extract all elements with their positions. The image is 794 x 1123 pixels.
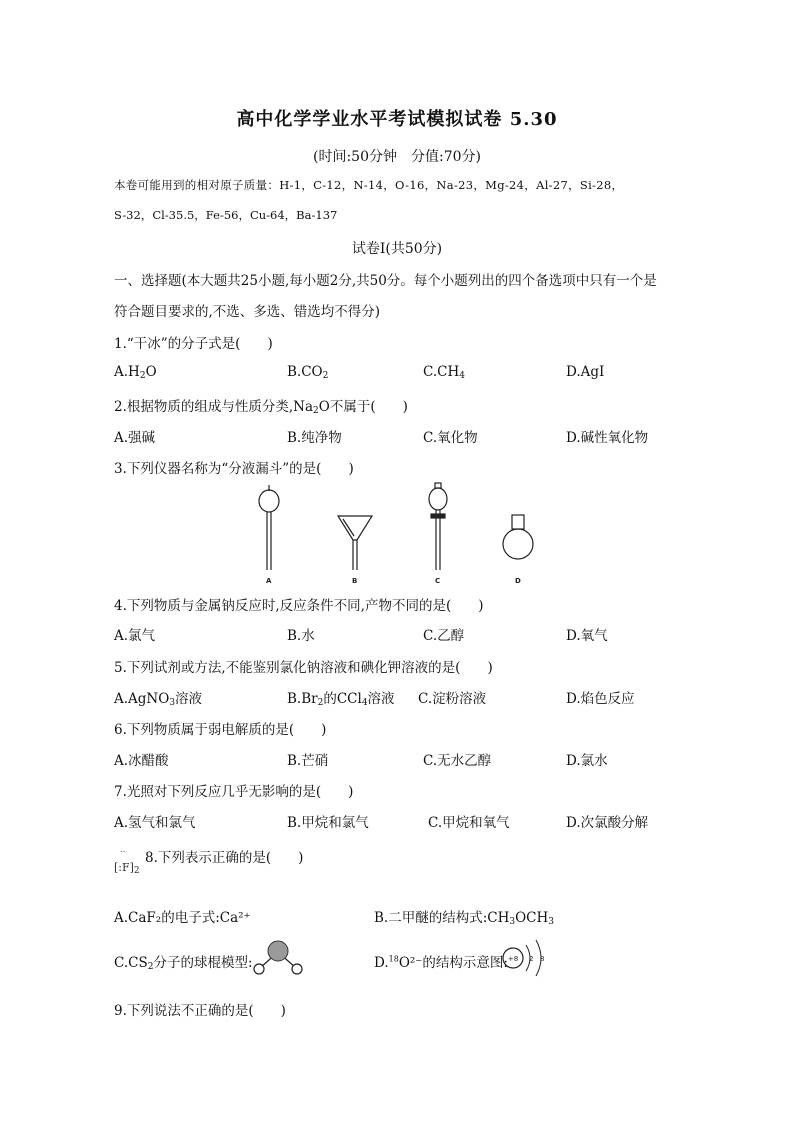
q7-option-c: C.甲烷和氧气 bbox=[428, 815, 510, 831]
carbon-atom-icon bbox=[268, 941, 288, 961]
q7-stem: 7.光照对下列反应几乎无影响的是( ) bbox=[114, 784, 354, 800]
oxygen-ion-structure-diagram bbox=[500, 936, 552, 980]
q2-option-d: D.碱性氧化物 bbox=[566, 430, 649, 446]
q6-stem: 6.下列物质属于弱电解质的是( ) bbox=[114, 722, 327, 738]
q4-option-a: A.氯气 bbox=[114, 628, 156, 644]
q4-stem: 4.下列物质与金属钠反应时,反应条件不同,产物不同的是( ) bbox=[114, 598, 484, 614]
q1-option-b: $B.CO_2$ bbox=[287, 364, 329, 381]
q4-option-b: B.水 bbox=[287, 628, 315, 644]
apparatus-label-c: C bbox=[435, 577, 441, 585]
q8-option-d: D.$^{18}$O²⁻的结构示意图: bbox=[374, 954, 508, 971]
q8-option-a: A.CaF₂的电子式:Ca²⁺ bbox=[114, 910, 251, 926]
q1-option-a: $A.H_2O$ bbox=[114, 364, 157, 381]
q4-option-c: C.乙醇 bbox=[423, 628, 465, 644]
q5-option-d: D.焰色反应 bbox=[566, 691, 635, 707]
q8-fluoride-fragment: $[:F]_2$ bbox=[114, 861, 140, 876]
q2-option-b: B.纯净物 bbox=[287, 430, 342, 446]
instructions-line-2: 符合题目要求的,不选、多选、错选均不得分) bbox=[114, 304, 381, 320]
q8-stem: 8.下列表示正确的是( ) bbox=[145, 850, 304, 866]
apparatus-a-icon bbox=[259, 485, 279, 570]
q7-option-a: A.氢气和氯气 bbox=[114, 815, 196, 831]
sulfur-atom-right-icon bbox=[292, 964, 302, 974]
q6-option-a: A.冰醋酸 bbox=[114, 753, 169, 769]
q2-stem: 2.根据物质的组成与性质分类$,Na_2O$不属于( ) bbox=[114, 399, 408, 416]
q1-stem: 1.“干冰”的分子式是( ) bbox=[114, 336, 273, 352]
q8-option-c: $C.CS_2$分子的球棍模型: bbox=[114, 955, 253, 972]
q8-dots-mark: ‥ bbox=[120, 845, 126, 854]
shell-2-electrons: 8 bbox=[540, 955, 545, 963]
apparatus-label-d: D bbox=[515, 577, 521, 585]
q6-option-d: D.氯水 bbox=[566, 753, 608, 769]
apparatus-b-icon bbox=[338, 516, 372, 570]
q3-stem: 3.下列仪器名称为“分液漏斗”的是( ) bbox=[114, 461, 354, 477]
apparatus-d-icon bbox=[503, 515, 533, 559]
q2-option-a: A.强碱 bbox=[114, 430, 156, 446]
q1-option-c: $C.CH_4$ bbox=[423, 364, 465, 381]
apparatus-label-b: B bbox=[352, 577, 358, 585]
apparatus-c-icon bbox=[429, 483, 447, 570]
q4-option-d: D.氧气 bbox=[566, 628, 608, 644]
q3-apparatus-figure bbox=[240, 482, 560, 588]
atomic-masses-line-1: 本卷可能用到的相对原子质量：H-1，C-12，N-14，O-16，Na-23，Mg-24，Al-27，Si-28， bbox=[114, 178, 624, 192]
atomic-masses-line-2: S-32，Cl-35.5，Fe-56，Cu-64，Ba-137 bbox=[114, 208, 338, 222]
q9-stem: 9.下列说法不正确的是( ) bbox=[114, 1003, 286, 1019]
paper-subtitle: (时间:50分钟 分值:70分) bbox=[313, 149, 481, 165]
q7-option-b: B.甲烷和氯气 bbox=[287, 815, 369, 831]
nucleus-charge: +8 bbox=[507, 955, 519, 963]
q5-stem: 5.下列试剂或方法,不能鉴别氯化钠溶液和碘化钾溶液的是( ) bbox=[114, 660, 493, 676]
q6-option-c: C.无水乙醇 bbox=[423, 753, 492, 769]
q5-option-a: A.AgNO$_3$溶液 bbox=[114, 691, 203, 708]
q6-option-b: B.芒硝 bbox=[287, 753, 329, 769]
q7-option-d: D.次氯酸分解 bbox=[566, 815, 649, 831]
q5-option-c: C.淀粉溶液 bbox=[418, 691, 487, 707]
q5-option-b: $B.Br_2$的CCl$_4$溶液 bbox=[287, 691, 395, 708]
instructions-line-1: 一、选择题(本大题共25小题,每小题2分,共50分。每个小题列出的四个备选项中只有一个是 bbox=[114, 273, 657, 289]
q8-option-b: B.二甲醚的结构式$:CH_3OCH_3$ bbox=[374, 910, 555, 927]
q2-option-c: C.氧化物 bbox=[423, 430, 478, 446]
sulfur-atom-left-icon bbox=[254, 964, 264, 974]
cs2-ball-stick-model bbox=[250, 939, 306, 977]
q1-option-d: D.AgI bbox=[566, 364, 605, 380]
section-heading: 试卷Ⅰ(共50分) bbox=[351, 241, 443, 257]
shell-1-electrons: 2 bbox=[529, 955, 534, 963]
paper-title: 高中化学学业水平考试模拟试卷 5.30 bbox=[236, 109, 558, 130]
apparatus-label-a: A bbox=[266, 577, 272, 585]
